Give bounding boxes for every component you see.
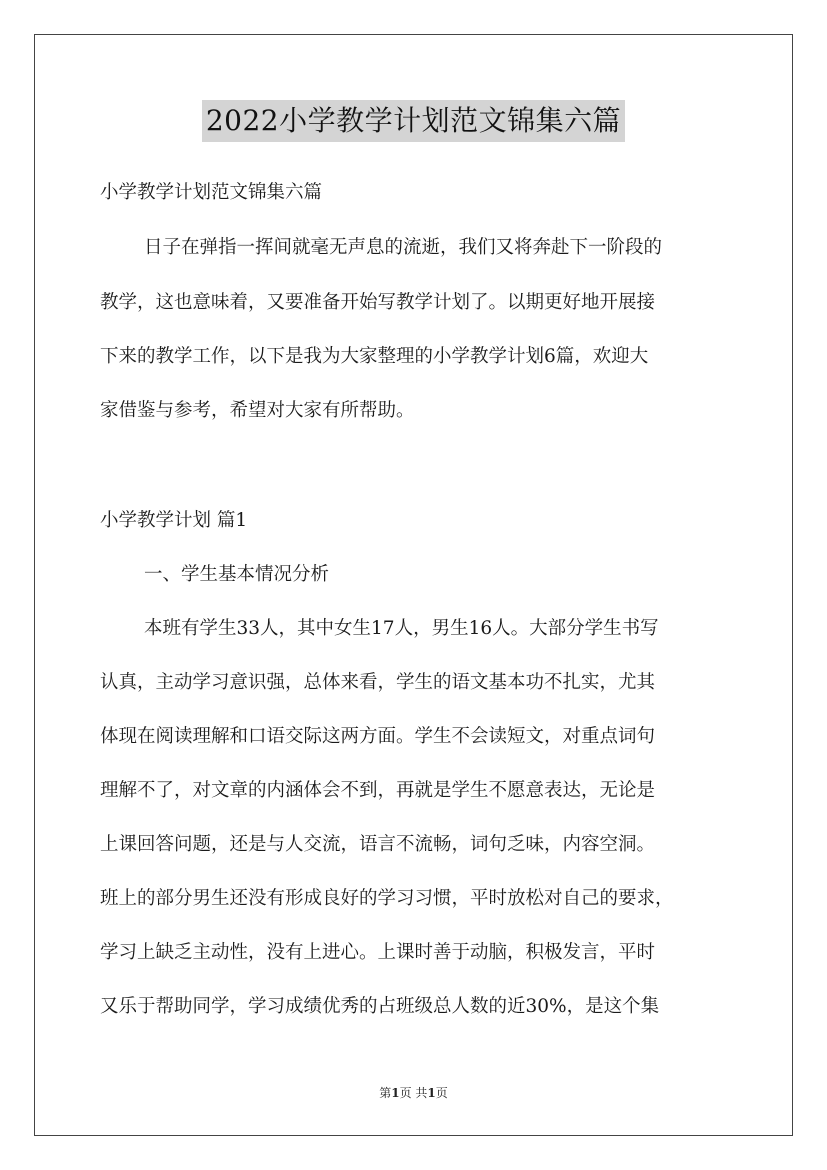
body-line: 本班有学生33人，其中女生17人，男生16人。大部分学生书写 xyxy=(144,618,659,639)
footer-mid: 页 共 xyxy=(399,1086,428,1100)
body-line: 学习上缺乏主动性，没有上进心。上课时善于动脑，积极发言，平时 xyxy=(100,942,656,963)
body-line: 认真，主动学习意识强，总体来看，学生的语文基本功不扎实，尤其 xyxy=(100,672,656,693)
total-pages: 1 xyxy=(427,1086,436,1100)
body-line: 上课回答问题，还是与人交流，语言不流畅，词句乏味，内容空洞。 xyxy=(100,834,656,855)
intro-line: 家借鉴与参考，希望对大家有所帮助。 xyxy=(100,400,415,421)
section-heading: 小学教学计划 篇1 xyxy=(100,510,248,531)
document-title: 2022小学教学计划范文锦集六篇 xyxy=(202,100,625,142)
footer-prefix: 第 xyxy=(379,1086,392,1100)
sub-heading: 一、学生基本情况分析 xyxy=(144,564,330,585)
subtitle: 小学教学计划范文锦集六篇 xyxy=(100,182,323,203)
body-line: 又乐于帮助同学，学习成绩优秀的占班级总人数的近30%，是这个集 xyxy=(100,996,660,1017)
intro-line: 教学，这也意味着，又要准备开始写教学计划了。以期更好地开展接 xyxy=(100,292,656,313)
footer-suffix: 页 xyxy=(435,1086,448,1100)
title-wrap xyxy=(0,100,827,142)
intro-line: 下来的教学工作，以下是我为大家整理的小学教学计划6篇，欢迎大 xyxy=(100,346,649,367)
intro-line: 日子在弹指一挥间就毫无声息的流逝，我们又将奔赴下一阶段的 xyxy=(144,237,663,258)
body-line: 理解不了，对文章的内涵体会不到，再就是学生不愿意表达，无论是 xyxy=(100,780,656,801)
body-line: 班上的部分男生还没有形成良好的学习习惯，平时放松对自己的要求， xyxy=(100,888,674,909)
page-number: 1 xyxy=(391,1086,400,1100)
body-line: 体现在阅读理解和口语交际这两方面。学生不会读短文，对重点词句 xyxy=(100,726,656,747)
page-footer xyxy=(0,1084,827,1101)
